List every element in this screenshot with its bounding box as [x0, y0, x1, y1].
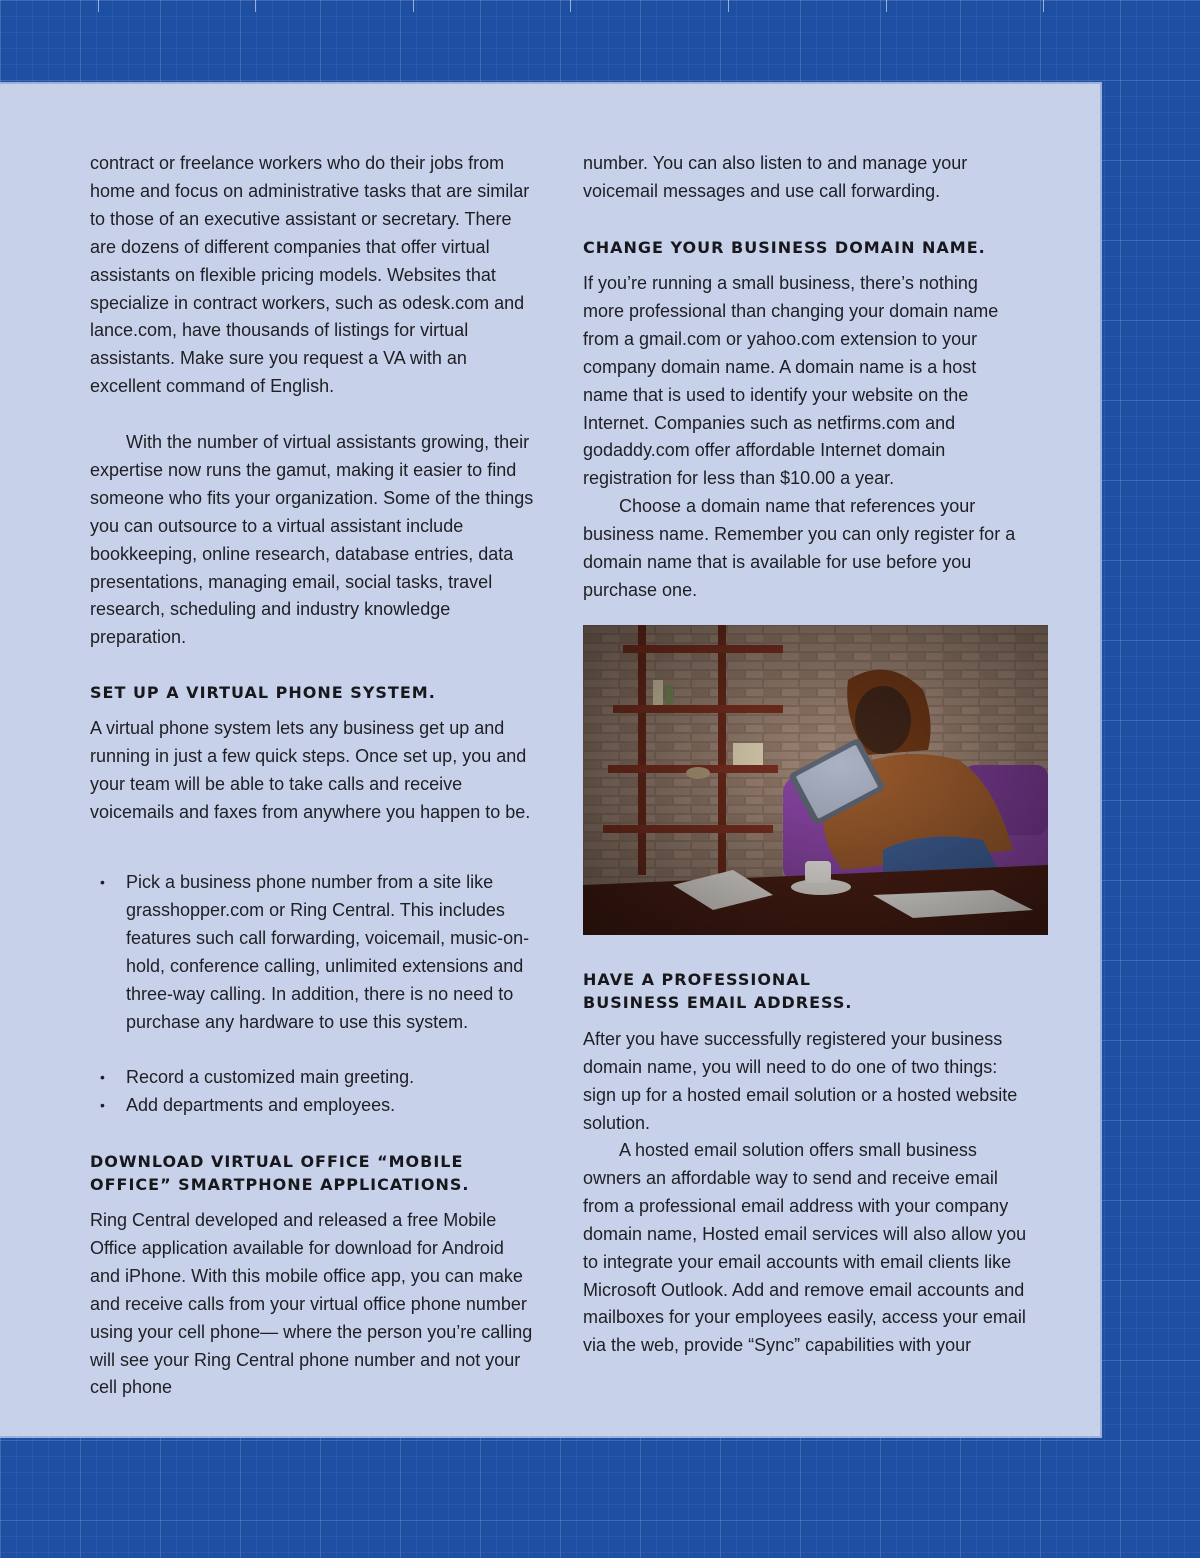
para-choose-domain: Choose a domain name that references your business name. Remember you can only register for a domain name that is available for use before you purchase one. [583, 496, 1016, 600]
bullet-icon: • [100, 874, 105, 890]
para-continued: number. You can also listen to and manage your voicemail messages and use call forwarding. [583, 153, 968, 201]
para-hosted-email: A hosted email solution offers small business owners an affordable way to send and receive email from a professional email address with your company domain name, Hosted email services will also allow you to integrate your email accounts with email clients like Microsoft Outlook. Add and remove email accounts and mailboxes for your employees easily, access your email via the web, provide “Sync” capabilities with your [583, 1140, 1027, 1356]
para-expertise: With the number of virtual assistants growing, their expertise now runs the gamut, making it easier to find someone who fits your organization. Some of the things you can outsource to a virtual assistant include bookkeeping, online research, database entries, data presentations, managing email, social tasks, travel research, scheduling and industry knowledge preparation. [90, 432, 534, 648]
bullet-item [100, 869, 536, 1036]
para-email: After you have successfully registered your business domain name, you will need to do one of two things: sign up for a hosted email solution or a hosted website solution. [583, 1029, 1018, 1133]
bullet-text: Pick a business phone number from a site like grasshopper.com or Ring Central. This includes features such call forwarding, voicemail, music-on-hold, conference calling, unlimited extensions and three-way calling. In addition, there is no need to purchase any hardware to use this system. [126, 872, 530, 1032]
bullet-text: Record a customized main greeting. [126, 1067, 415, 1087]
para-virtual-phone: A virtual phone system lets any business get up and running in just a few quick steps. Once set up, you and your team will be able to take calls and receive voicemails and faxes from anywhere you happen to be. [90, 718, 531, 822]
para-domain: If you’re running a small business, there’s nothing more professional than changing your domain name from a gmail.com or yahoo.com extension to your company domain name. A domain name is a host name that is used to identify your website on the Internet. Companies such as netfirms.com and godaddy.com offer affordable Internet domain registration for less than $10.00 a year. [583, 273, 999, 489]
bullet-item [100, 1064, 536, 1092]
heading-domain-name: CHANGE YOUR BUSINESS DOMAIN NAME. [583, 238, 986, 257]
left-column [90, 150, 540, 1410]
heading-email-address: HAVE A PROFESSIONAL BUSINESS EMAIL ADDRESS. [583, 970, 853, 1012]
photo-woman-with-tablet [583, 625, 1048, 935]
blueprint-ticks [0, 0, 1200, 14]
para-intro: contract or freelance workers who do their jobs from home and focus on administrative tasks that are similar to those of an executive assistant or secretary. There are dozens of different companies that offer virtual assistants on flexible pricing models. Websites that specialize in contract workers, such as odesk.com and lance.com, have thousands of listings for virtual assistants. Make sure you request a VA with an excellent command of English. [90, 153, 530, 397]
bullet-text: Add departments and employees. [126, 1095, 396, 1115]
heading-mobile-office: DOWNLOAD VIRTUAL OFFICE “MOBILE OFFICE” SMARTPHONE APPLICATIONS. [90, 1152, 470, 1194]
bullet-icon: • [100, 1097, 105, 1113]
heading-virtual-phone: SET UP A VIRTUAL PHONE SYSTEM. [90, 683, 436, 702]
bullet-item [100, 1092, 536, 1120]
bullet-icon: • [100, 1069, 105, 1085]
para-mobile-office: Ring Central developed and released a free Mobile Office application available for download for Android and iPhone. With this mobile office app, you can make and receive calls from your virtual office phone number using your cell phone— where the person you’re calling will see your Ring Central phone number and not your cell phone [90, 1210, 533, 1398]
